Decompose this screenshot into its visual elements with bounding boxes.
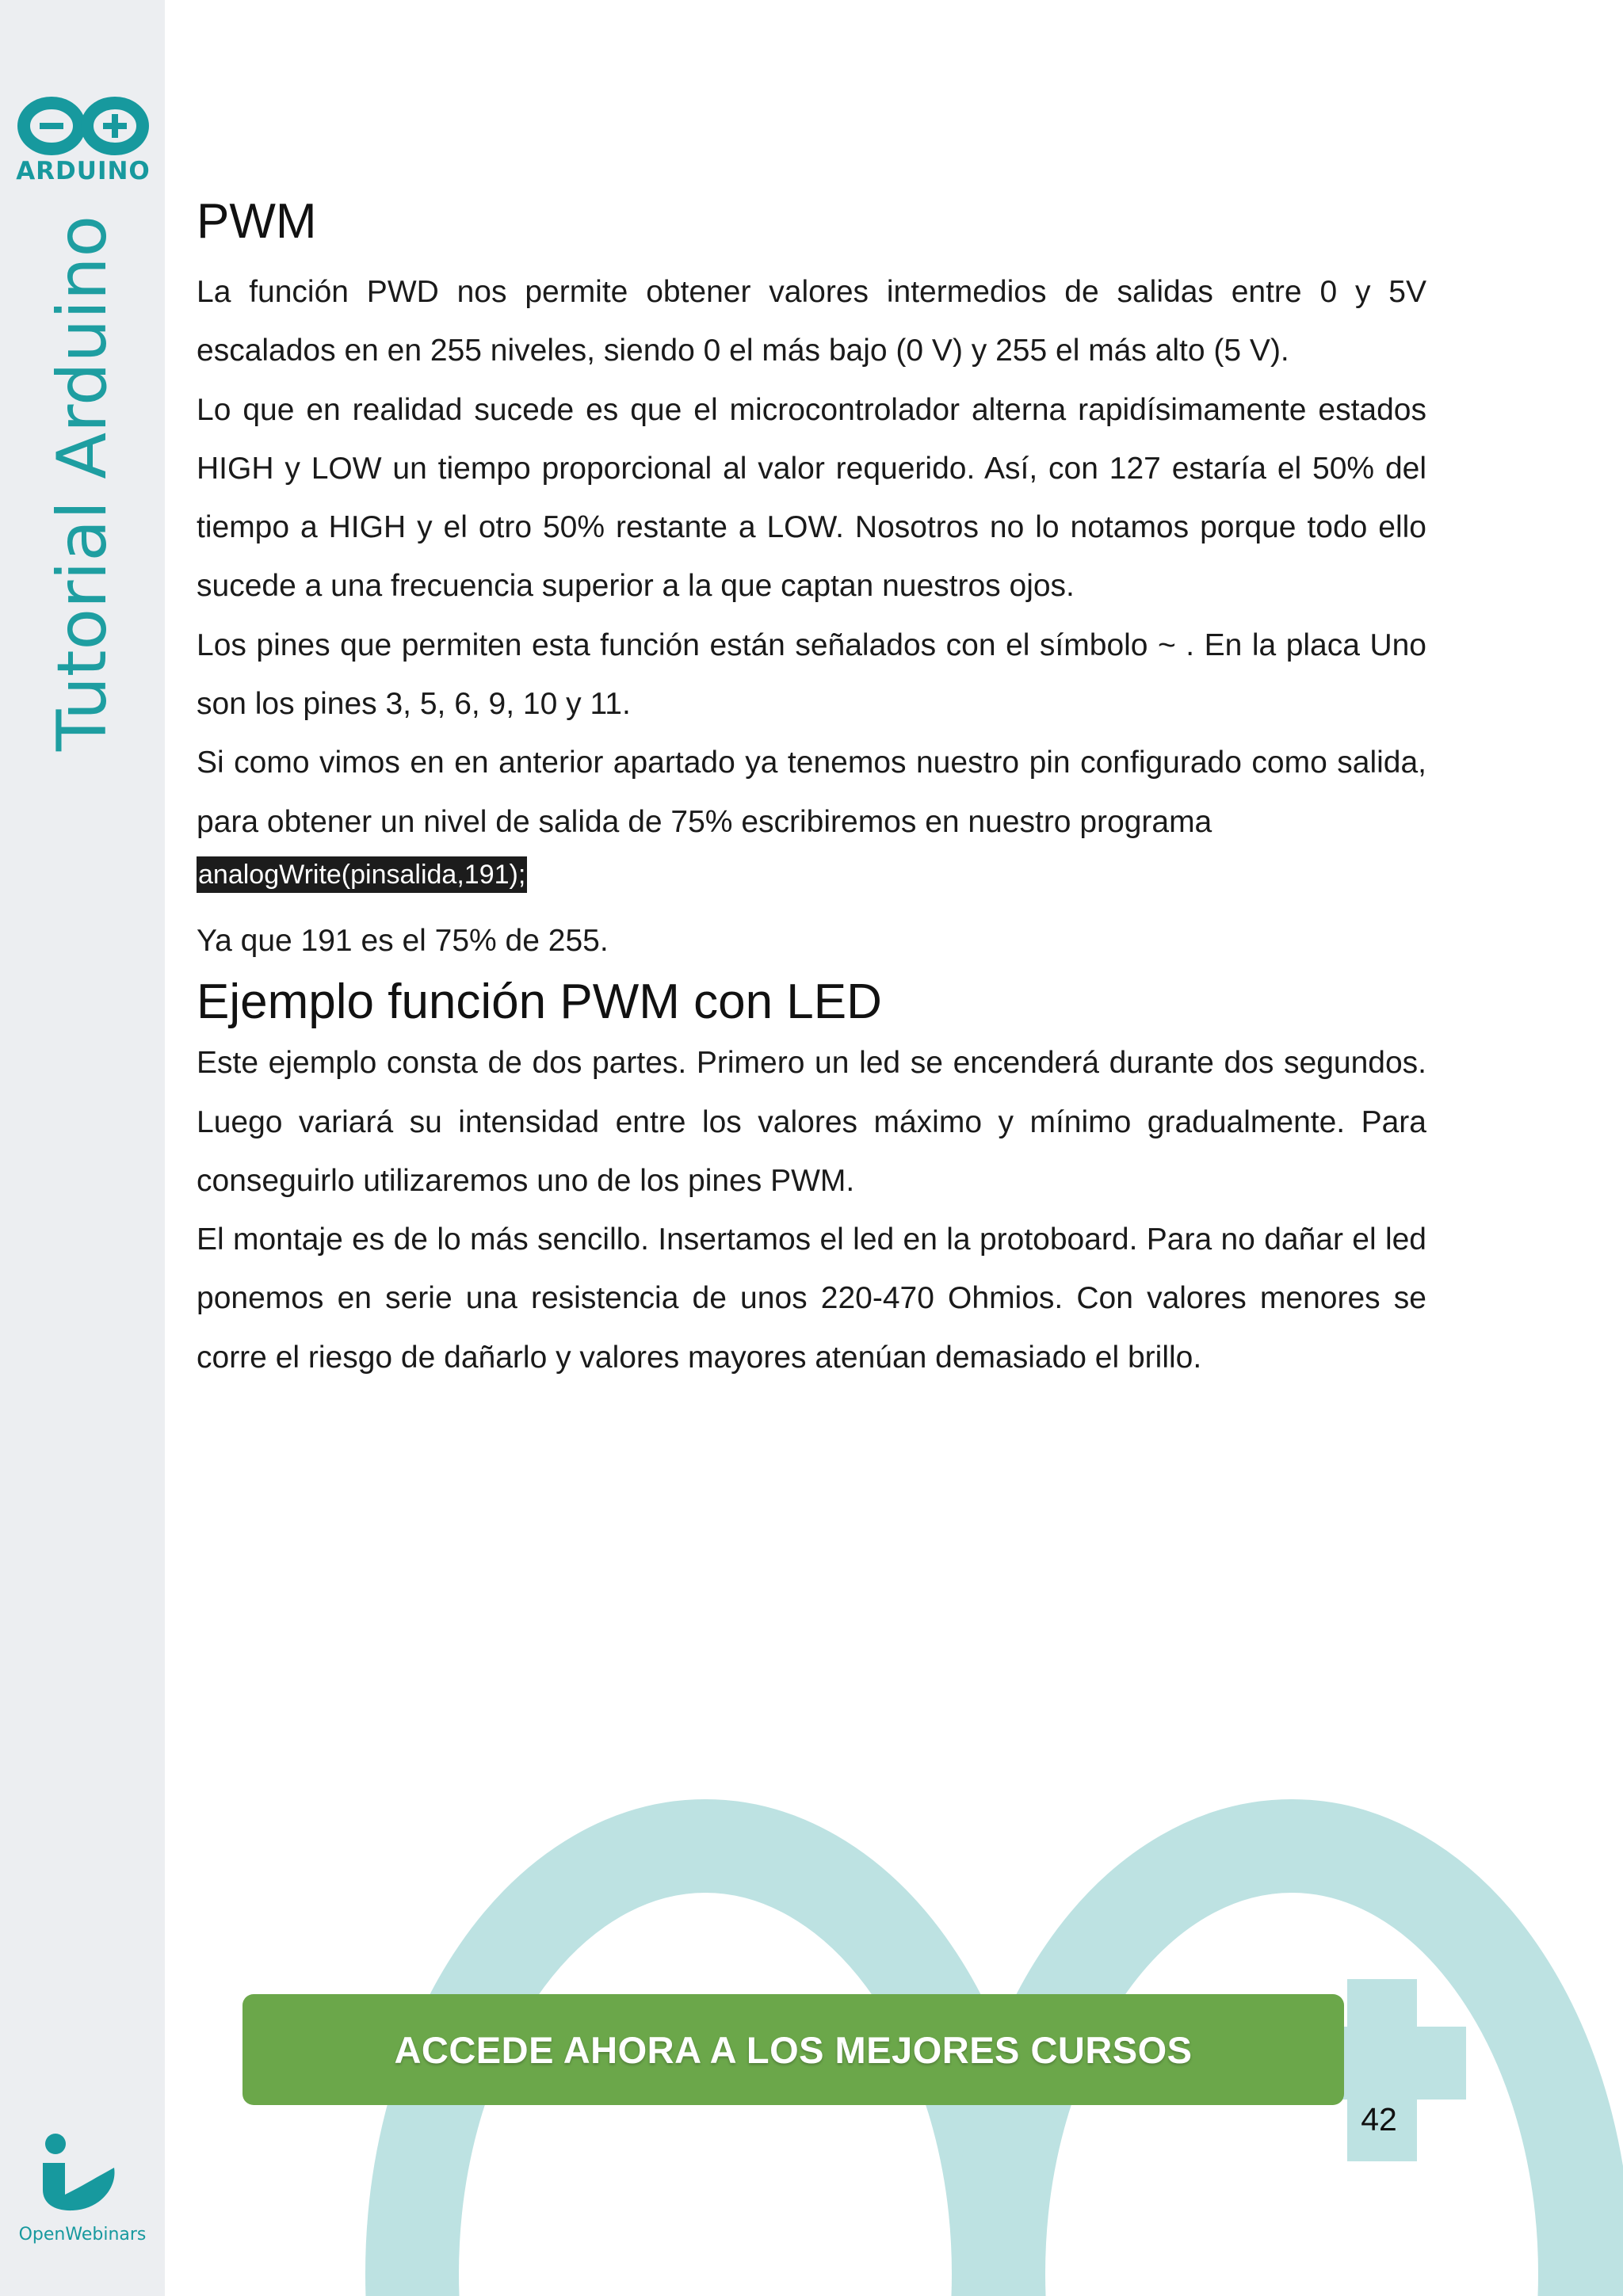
openwebinars-logo-icon [35, 2131, 130, 2222]
paragraph: Si como vimos en en anterior apartado ya tenemos nuestro pin configurado como salida, para obtener un nivel de salida de 75% escribiremos en nuestro programa [197, 746, 1426, 839]
sidebar [0, 0, 165, 2296]
arduino-wordmark: ARDUINO [16, 157, 151, 185]
code-snippet: analogWrite(pinsalida,191); [197, 856, 527, 893]
cta-banner-button[interactable]: ACCEDE AHORA A LOS MEJORES CURSOS [242, 1994, 1344, 2105]
arduino-logo-icon [16, 95, 151, 157]
paragraph: Los pines que permiten esta función están señalados con el símbolo ~ . En la placa Uno son los pines 3, 5, 6, 9, 10 y 11. [197, 627, 1426, 722]
paragraph: Lo que en realidad sucede es que el microcontrolador alterna rapidísimamente estados HIGH y LOW un tiempo proporcional al valor requerido. Así, con 127 estaría el 50% del tiempo a HIGH y el otro 50% restante a LOW. Nosotros no lo notamos porque todo ello sucede a una frecuencia superior a la que captan nuestros ojos. [197, 392, 1426, 604]
section-title-pwm: PWM [197, 194, 317, 249]
page-number: 42 [1361, 2101, 1397, 2138]
main-content [197, 190, 1426, 1387]
openwebinars-wordmark: OpenWebinars [18, 2225, 147, 2245]
section-title-example: Ejemplo función PWM con LED [197, 974, 882, 1030]
sidebar-vertical-title: Tutorial Arduino [43, 215, 122, 752]
code-block [197, 856, 1426, 894]
paragraph: Este ejemplo consta de dos partes. Primero un led se encenderá durante dos segundos. Luego variará su intensidad entre los valores máximo y mínimo gradualmente. Para conseguirlo utilizaremos uno de los pines PWM. [197, 1046, 1426, 1198]
paragraph: La función PWD nos permite obtener valores intermedios de salidas entre 0 y 5V escalados en en 255 niveles, siendo 0 el más bajo (0 V) y 255 el más alto (5 V). [197, 275, 1426, 368]
paragraph: Ya que 191 es el 75% de 255. [197, 923, 609, 958]
paragraph: El montaje es de lo más sencillo. Insertamos el led en la protoboard. Para no dañar el led ponemos en serie una resistencia de unos 220-470 Ohmios. Con valores menores se corre el riesgo de dañarlo y valores mayores atenúan demasiado el brillo. [197, 1222, 1426, 1375]
